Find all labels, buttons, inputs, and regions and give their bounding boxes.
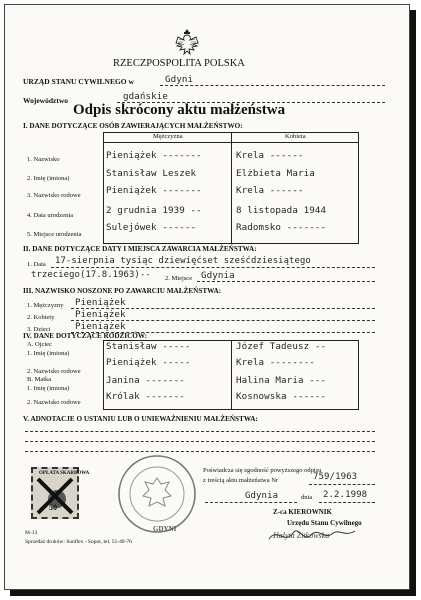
marriage-place-value: Gdynia (201, 270, 235, 281)
signatory-title: Z-ca KIEROWNIK (273, 508, 332, 516)
round-official-seal-icon (115, 452, 199, 536)
surname-after-label: 1. Mężczyzny (27, 302, 64, 309)
office-dotted-line (160, 85, 385, 86)
wife-surname: Krela ------ (236, 150, 304, 161)
marriage-place-dotted-line (197, 281, 375, 282)
issue-date-label: dnia (301, 494, 313, 501)
row-label: 2. Nazwisko rodowe (27, 368, 81, 375)
certify-line-1: Poświadcza się zgodność powyższego odpisu (203, 467, 322, 474)
marriage-date-label: 1. Data (27, 261, 46, 268)
husband-surname-after: Pieniążek (75, 297, 126, 308)
issue-city: Gdynia (245, 491, 279, 501)
row-label: 4. Data urodzenia (27, 212, 74, 219)
father-man-family: Pieniążek ----- (106, 357, 191, 368)
annotation-dotted-line (25, 441, 375, 442)
wife-birth-date: 8 listopada 1944 (236, 205, 327, 216)
row-label: 5. Miejsce urodzenia (27, 231, 82, 238)
section-5-heading: V. ADNOTACJE O USTANIU LUB O UNIEWAŻNIENIU MAŁŻEŃSTWA: (23, 415, 258, 423)
mother-woman-given: Halina Maria --- (236, 375, 327, 386)
marriage-date-dotted-line (51, 267, 375, 268)
mother-label: B. Matka (27, 376, 52, 383)
surname-after-label: 3. Dzieci (27, 326, 51, 333)
fee-stamp-text: OPŁATA SKARBOWA (39, 471, 90, 476)
certify-line-2: z treścią aktu małżeństwa Nr (203, 477, 279, 484)
document-title: Odpis skrócony aktu małżeństwa (73, 102, 286, 118)
fee-stamp (31, 467, 90, 519)
section-4-heading: IV. DANE DOTYCZĄCE RODZICÓW: (23, 332, 148, 340)
office-value: Gdyni (165, 74, 194, 85)
issue-city-dotted-line (205, 502, 297, 503)
certificate-page (4, 4, 410, 590)
marriage-date-line1: 17-sierpnia tysiąc dziewięćset sześćdziesiątego (55, 256, 311, 266)
husband-given-names: Stanisław Leszek (106, 168, 197, 179)
annotation-dotted-line (25, 431, 375, 432)
signatory-office: Urzędu Stanu Cywilnego (287, 519, 362, 527)
wife-family-name: Krela ------ (236, 185, 304, 196)
office-label: URZĄD STANU CYWILNEGO w (23, 77, 134, 86)
husband-birth-place: Sulejówek ------ (106, 222, 197, 233)
wife-given-names: Elżbieta Maria (236, 168, 315, 179)
row-label: 1. Imię (imiona) (27, 385, 70, 392)
marriage-place-label: 2. Miejsce (165, 275, 193, 282)
section-2-heading: II. DANE DOTYCZĄCE DATY I MIEJSCA ZAWARCIA MAŁŻEŃSTWA: (23, 245, 257, 253)
voivodeship-label: Województwo (23, 96, 68, 105)
row-label: 1. Nazwisko (27, 156, 60, 163)
children-surname: Pieniążek (75, 321, 126, 332)
handwritten-signature-icon (267, 523, 357, 549)
fee-stamp-value: 50 (49, 503, 57, 512)
form-code: M-13 (25, 530, 38, 536)
printer-info: Sprzedaż druków: Sunflex - Sopot, tel. 51-48-76 (25, 539, 132, 545)
mother-man-given: Janina ------- (106, 375, 185, 386)
husband-surname: Pieniążek ------- (106, 150, 202, 161)
mother-man-family: Królak ------- (106, 391, 185, 402)
issue-date: 2.2.1998 (323, 490, 368, 500)
father-woman-family: Krela -------- (236, 357, 315, 368)
father-woman-given: Józef Tadeusz -- (236, 341, 327, 352)
section-3-heading: III. NAZWISKO NOSZONE PO ZAWARCIU MAŁŻEŃSTWA: (23, 287, 222, 295)
marriage-date-line2: trzeciego(17.8.1963)-- (31, 270, 151, 280)
persons-table-header-rule (103, 142, 358, 143)
act-number-dotted-line (309, 484, 375, 485)
voivodeship-value: gdańskie (123, 91, 169, 102)
signature: Halyta Zitkowska (273, 531, 330, 540)
wife-birth-place: Radomsko ------- (236, 222, 327, 233)
mother-woman-family: Kosnowska ------ (236, 391, 327, 402)
issue-date-dotted-line (319, 502, 375, 503)
row-label: 2. Imię (imiona) (27, 175, 70, 182)
row-label: 1. Imię (imiona) (27, 350, 70, 357)
persons-table-divider (231, 132, 232, 243)
polish-eagle-emblem-icon (175, 27, 199, 57)
parents-table-divider (231, 340, 232, 409)
section-1-heading: I. DANE DOTYCZĄCE OSÓB ZAWIERAJĄCYCH MAŁŻEŃSTWO: (23, 122, 243, 130)
surname-after-label: 2. Kobiety (27, 314, 55, 321)
father-label: A. Ojciec (27, 341, 52, 348)
seal-city-text: GDYNI (153, 525, 177, 533)
col-header-man: Mężczyzna (153, 133, 183, 140)
wife-surname-after: Pieniążek (75, 309, 126, 320)
row-label: 2. Nazwisko rodowe (27, 399, 81, 406)
act-number: 759/1963 (313, 472, 358, 482)
annotation-dotted-line (25, 451, 375, 452)
husband-birth-date: 2 grudnia 1939 -- (106, 205, 202, 216)
col-header-woman: Kobieta (285, 133, 306, 140)
husband-family-name: Pieniążek ------- (106, 185, 202, 196)
country-name: RZECZPOSPOLITA POLSKA (113, 58, 245, 69)
father-man-given: Stanisław ----- (106, 341, 191, 352)
row-label: 3. Nazwisko rodowe (27, 192, 81, 199)
